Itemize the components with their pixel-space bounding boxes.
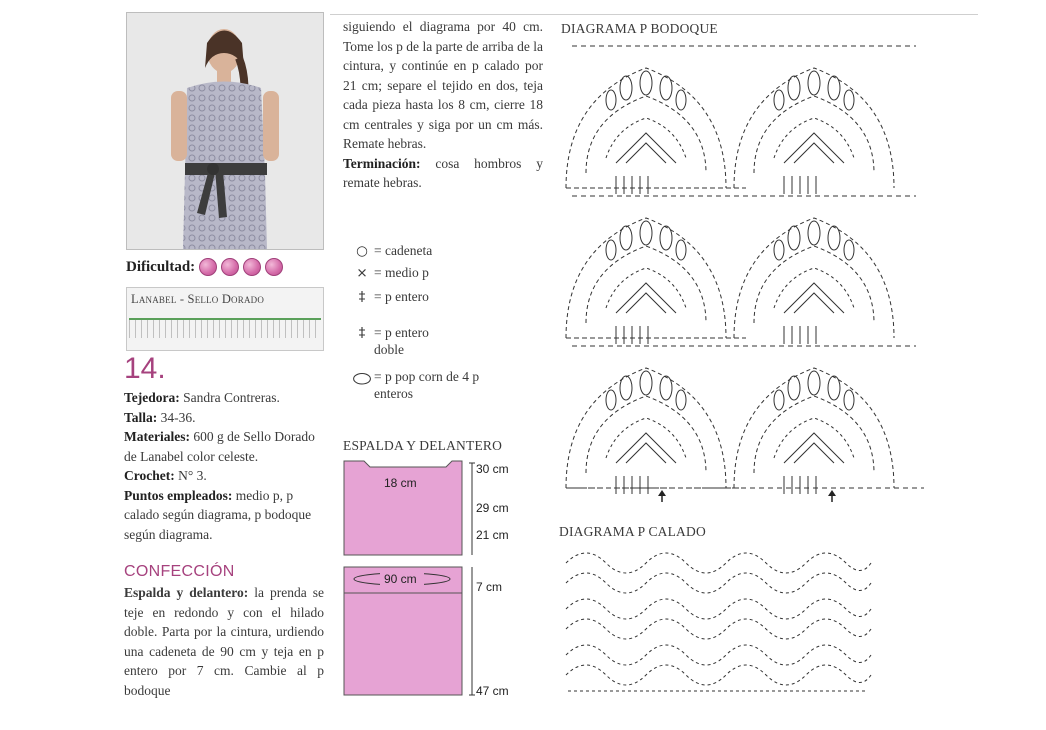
bodoque-diagram-title: DIAGRAMA P BODOQUE bbox=[561, 21, 718, 36]
legend-item bbox=[350, 289, 429, 306]
popcorn-symbol-icon: ⬭ bbox=[352, 367, 372, 392]
yarn-ball-icon bbox=[243, 258, 261, 276]
instructions-continuation bbox=[343, 17, 543, 193]
yarn-ball-icon bbox=[199, 258, 217, 276]
garment-schema bbox=[340, 455, 530, 705]
confeccion-heading: CONFECCIÓN bbox=[124, 563, 235, 580]
legend-label: = p entero doble bbox=[374, 325, 429, 357]
spec-key: Talla: bbox=[124, 409, 158, 425]
legend-item bbox=[350, 243, 432, 260]
ruler-strip bbox=[129, 320, 321, 338]
brand-label: Lanabel - Sello Dorado bbox=[131, 292, 265, 306]
single-crochet-symbol-icon: × bbox=[356, 265, 368, 281]
legend-item bbox=[350, 369, 490, 402]
measure-7-label: 7 cm bbox=[476, 580, 503, 594]
calado-diagram-title: DIAGRAMA P CALADO bbox=[559, 524, 706, 539]
chain-symbol-icon: ○ bbox=[356, 243, 368, 259]
bodoque-diagram bbox=[556, 38, 936, 508]
top-rule bbox=[330, 14, 978, 15]
spec-key: Crochet: bbox=[124, 468, 175, 483]
legend-label: = cadeneta bbox=[374, 243, 433, 258]
legend-label: = p entero bbox=[374, 289, 429, 304]
spec-key: Materiales: bbox=[124, 429, 190, 444]
measure-47-label: 47 cm bbox=[476, 684, 509, 698]
specs-list bbox=[124, 388, 324, 544]
legend-label: = p pop corn de 4 p enteros bbox=[374, 369, 480, 401]
model-illustration bbox=[127, 13, 323, 249]
spec-key: Tejedora: bbox=[124, 390, 180, 405]
spec-value: 34-36. bbox=[157, 409, 196, 425]
difficulty-row bbox=[126, 258, 283, 276]
spec-item bbox=[124, 486, 324, 545]
difficulty-label: Dificultad: bbox=[126, 258, 196, 275]
calado-diagram bbox=[556, 543, 876, 705]
pattern-number: 14. bbox=[124, 352, 166, 385]
spec-value: 600 g de Sello Dorado de Lanabel color celeste. bbox=[124, 429, 315, 464]
terminacion-text: cosa hombros y remate hebras. bbox=[343, 155, 543, 190]
spec-value: medio p, p calado según diagrama, p bodoque según diagrama. bbox=[124, 487, 312, 542]
spec-key: Puntos empleados: bbox=[124, 487, 233, 503]
neck-width-label: 18 cm bbox=[384, 476, 417, 490]
measure-29-label: 29 cm bbox=[476, 501, 509, 515]
yarn-ball-icon bbox=[221, 258, 239, 276]
confeccion-text bbox=[124, 583, 324, 700]
legend-item bbox=[350, 265, 429, 282]
confeccion-key: Espalda y delantero: bbox=[124, 585, 249, 600]
spec-item bbox=[124, 427, 324, 466]
spec-value: Sandra Contreras. bbox=[179, 390, 280, 405]
legend-label: = medio p bbox=[374, 265, 429, 280]
legend-item bbox=[350, 325, 460, 358]
yarn-swatch-box bbox=[126, 287, 324, 351]
terminacion-key: Terminación: bbox=[343, 155, 421, 171]
double-crochet-symbol-icon: ‡ bbox=[358, 289, 366, 305]
waist-width-label: 90 cm bbox=[384, 572, 417, 586]
schema-title: ESPALDA Y DELANTERO bbox=[343, 438, 503, 453]
spec-item bbox=[124, 408, 324, 428]
continuation-text: siguiendo el diagrama por 40 cm. Tome los p de la parte de arriba de la cintura, y continúe en p calado por 21 cm; separe el tejido en dos, teja cada pieza hasta los 8 cm, cierre 18 cm centrales y siga por un cm más. Remate hebras. bbox=[343, 19, 543, 151]
model-photo bbox=[126, 12, 324, 250]
spec-item bbox=[124, 466, 324, 486]
spec-item bbox=[124, 388, 324, 408]
treble-crochet-symbol-icon: ‡ bbox=[358, 325, 366, 341]
skirt-piece-shape bbox=[344, 567, 462, 695]
measure-21-label: 21 cm bbox=[476, 528, 509, 542]
confeccion-body: la prenda se teje en redondo y con el hilado doble. Parta por la cintura, urdiendo una cadeneta de 90 cm y teja en p entero por 7 cm. Cambie al p bodoque bbox=[124, 585, 325, 698]
spec-value: N° 3. bbox=[174, 468, 207, 483]
yarn-ball-icon bbox=[265, 258, 283, 276]
measure-30-label: 30 cm bbox=[476, 462, 509, 476]
